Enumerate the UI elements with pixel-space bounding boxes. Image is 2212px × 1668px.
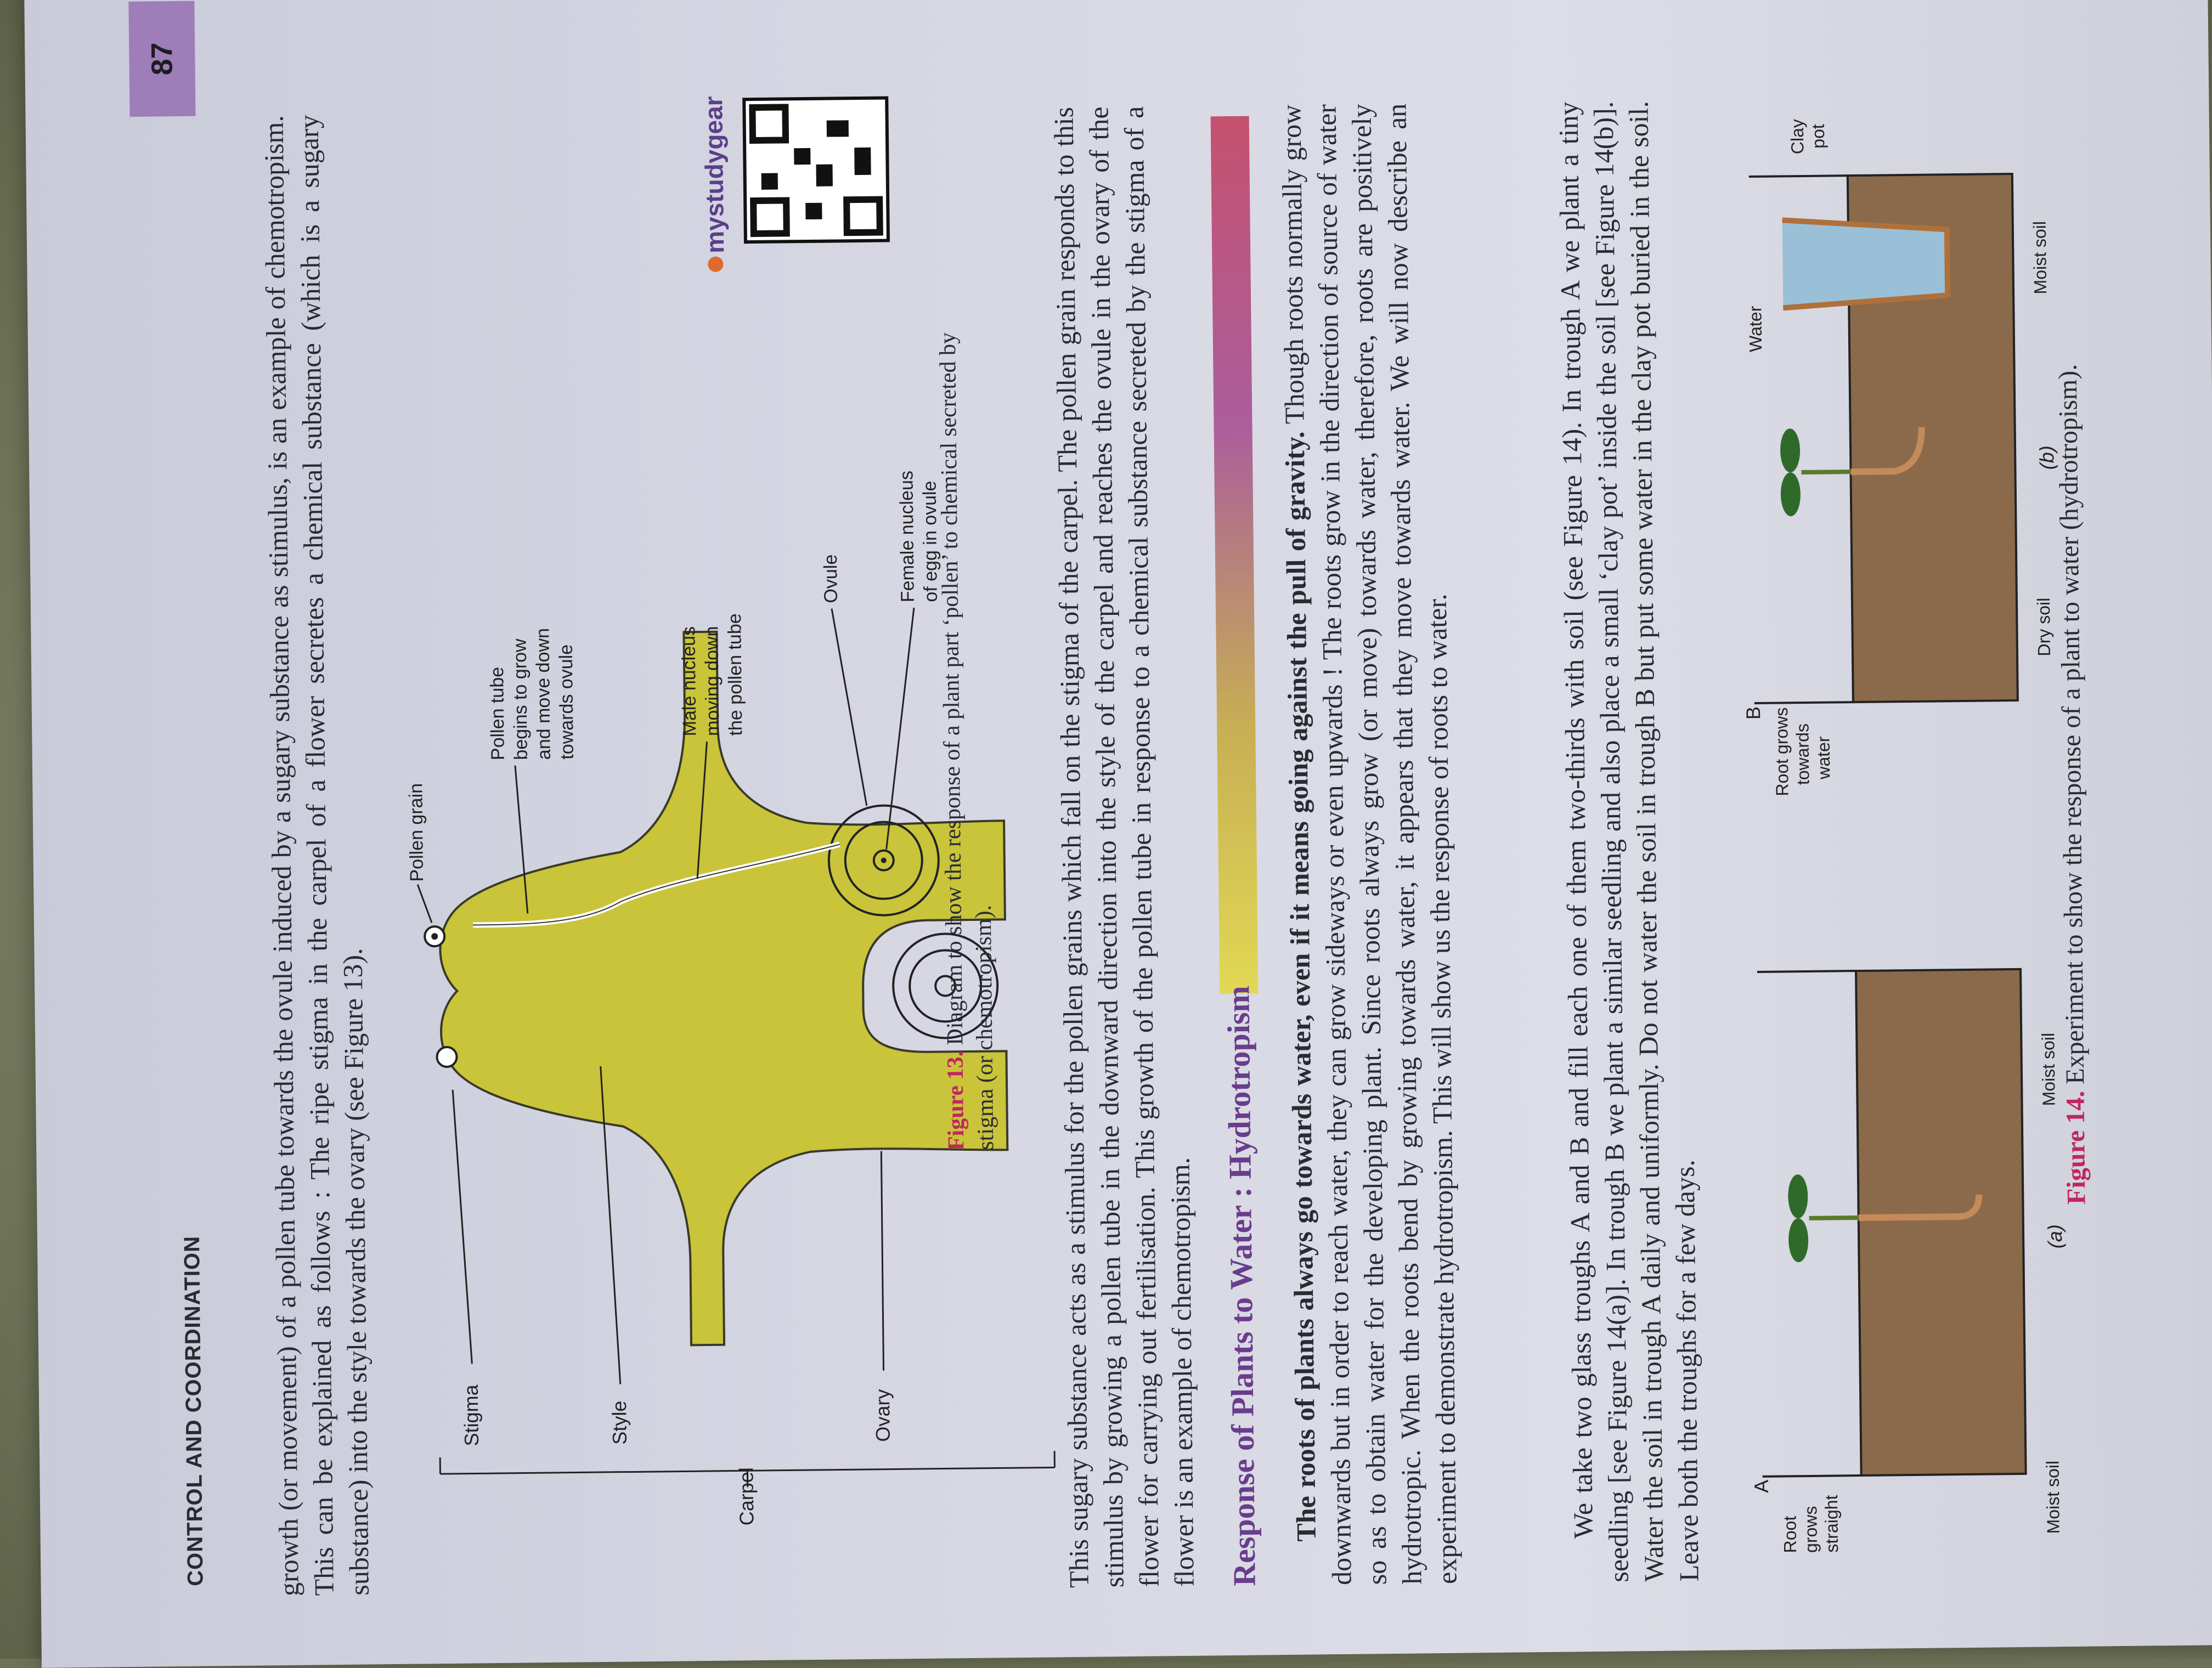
figure-14b-sublabel: (b) — [2035, 445, 2058, 470]
trough-b — [1737, 116, 2062, 796]
label-pollen-tube-3: and move down — [532, 627, 555, 760]
label-pollen-grain: Pollen grain — [405, 783, 428, 882]
label-male-nucleus-1: Male nucleus — [678, 626, 701, 737]
label-male-nucleus-2: moving down — [701, 626, 724, 737]
brand-logo-icon — [708, 257, 723, 272]
trough-b-label: B — [1741, 706, 1765, 720]
label-pollen-tube-4: towards ovule — [555, 644, 578, 760]
page-content — [145, 42, 2212, 1609]
seedling-b-leaf-left — [1780, 472, 1801, 516]
figure-14-label: Figure 14. — [2061, 1090, 2091, 1205]
trough-a — [1745, 969, 2069, 1553]
qr-graphic — [673, 75, 951, 462]
label-style: Style — [608, 1400, 631, 1445]
paragraph-hydrotropism-intro — [1273, 103, 1464, 1586]
stigma-arrow — [453, 1090, 472, 1364]
trough-b-dry-soil: Dry soil — [2033, 597, 2055, 657]
clay-pot-label-2: pot — [1808, 124, 1829, 149]
page-header — [152, 116, 217, 1598]
root-straight-label-3: straight — [1821, 1495, 1842, 1553]
qr-module-5 — [854, 148, 871, 175]
qr-module-2 — [794, 148, 810, 165]
root-towards-label-1: Root grows — [1771, 707, 1792, 796]
label-male-nucleus-3: the pollen tube — [724, 613, 747, 736]
root-towards-label-2: towards — [1792, 723, 1813, 785]
label-carpel: Carpel — [735, 1467, 758, 1526]
trough-b-wall-right — [1749, 176, 1848, 177]
qr-module-4 — [827, 120, 849, 137]
pollen-grain-arrow — [417, 884, 432, 923]
figure-14a-sublabel: (a) — [2043, 1224, 2067, 1249]
trough-a-moist-left: Moist soil — [2042, 1460, 2063, 1534]
ovule-arrow — [832, 608, 867, 806]
figure-14-caption-text: Experiment to show the response of a plant to water (hydrotropism). — [2053, 364, 2090, 1085]
brand-logo-text: mystudygear — [699, 96, 730, 254]
section-gradient-bar — [1211, 116, 1259, 994]
page-number: 87 — [128, 1, 195, 117]
textbook-page — [24, 0, 2212, 1668]
qr-module-1 — [761, 173, 778, 190]
rotated-page — [24, 0, 2212, 1648]
section-title: Response of Plants to Water : Hydrotropism — [1220, 986, 1262, 1587]
qr-promo — [673, 75, 951, 462]
label-ovary: Ovary — [871, 1389, 894, 1442]
running-head: CONTROL AND COORDINATION — [179, 1235, 208, 1587]
label-female-nucleus-2: of egg in ovule — [919, 480, 941, 602]
figure-13-label: Figure 13. — [943, 1050, 969, 1151]
label-pollen-tube-1: Pollen tube — [487, 666, 509, 761]
trough-b-moist-soil: Moist soil — [2029, 220, 2051, 295]
root-straight-label-1: Root — [1780, 1516, 1801, 1553]
label-ovule: Ovule — [820, 554, 842, 603]
paragraph-hydrotropism-lead: The roots of plants always go towards water, even if it means going against the pull of gravity. — [1279, 431, 1322, 1542]
paragraph-experiment: We take two glass troughs A and B and fill each one of them two-thirds with soil (see Figure 14). In trough A we plant a tiny seedling [see Figure 14(a)]. In trough B we plant a similar seedling and also place a small ‘clay pot’ inside the soil [see Figure 14(b)]. Water the soil in trough A daily and uniformly. Do not water the soil in trough B but put some water in the clay pot buried in the soil. Leave both the troughs for a few days. — [1553, 100, 1705, 1582]
trough-a-soil — [1856, 969, 2026, 1475]
seedling-a-leaf-left — [1788, 1218, 1809, 1262]
root-straight-label-2: grows — [1801, 1506, 1821, 1553]
clay-pot-label-1: Clay — [1787, 118, 1808, 155]
qr-module-3 — [816, 165, 833, 186]
hydrotropism-experiment — [1737, 75, 2081, 1559]
label-stigma: Stigma — [459, 1384, 483, 1446]
trough-a-wall-right — [1757, 971, 1856, 972]
pollen-grain-left — [437, 1047, 456, 1067]
trough-b-wall-left — [1754, 702, 1853, 703]
trough-b-water: Water — [1745, 306, 1766, 353]
root-towards-label-3: water — [1813, 736, 1834, 779]
seedling-b-leaf-right — [1780, 428, 1801, 472]
paragraph-hydrotropism-rest: Though roots normally grow downwards but in order to reach water, they can grow sideways or even upwards ! The roots grow in the direction of source of water so as to obtain water for the developing plant. Since roots always grow (or move) towards water, therefore, roots are positively hydrotropic. When the roots bend by growing towards water, it appears that they move towards water. We will now describe an experiment to demonstrate hydrotropism. This will show us the response of roots to water. — [1276, 103, 1463, 1586]
paragraph-chemotropism-explained: This sugary substance acts as a stimulus for the pollen grains which fall on the stigma of the carpel. The pollen grain responds to this stimulus by growing a pollen tube in the downward direction into the style of the carpel and reaches the ovule in the ovary of the flower for carrying out fertilisation. This growth of the pollen tube in response to a chemical substance secreted by the stigma of a flower is an example of chemotropism. — [1048, 106, 1200, 1588]
paragraph-chemotropism-intro: growth (or movement) of a pollen tube towards the ovule induced by a sugary substance as stimulus, is an example of chemotropism. This can be explained as follows : The ripe stigma in the carpel of a flower secretes a chemical substance (which is a sugary substance) into the style towards the ovary (see Figure 13). — [258, 115, 375, 1597]
clay-pot — [1782, 218, 1948, 308]
trough-a-label: A — [1750, 1479, 1773, 1494]
trough-a-wall-left — [1763, 1475, 1861, 1477]
label-female-nucleus-1: Female nucleus — [896, 470, 918, 603]
figure-13-caption-text: Diagram to show the response of a plant part ‘pollen’ to chemical secreted by stigma (or chemotropism). — [935, 332, 999, 1150]
label-pollen-tube-2: begins to grow — [509, 638, 532, 760]
qr-module-6 — [805, 203, 822, 219]
seedling-a-leaf-right — [1788, 1174, 1808, 1218]
trough-a-moist-right: Moist soil — [2038, 1032, 2059, 1106]
ovary-arrow — [881, 1151, 883, 1371]
